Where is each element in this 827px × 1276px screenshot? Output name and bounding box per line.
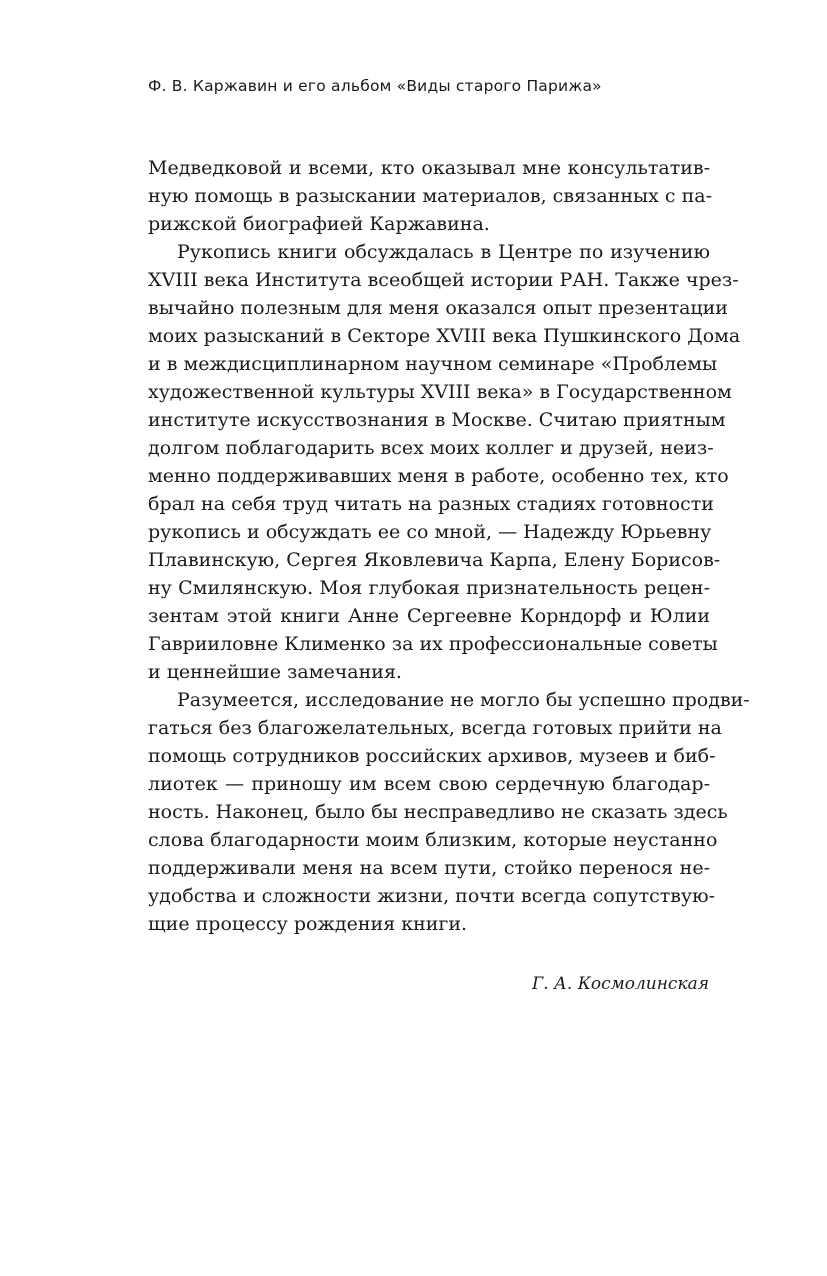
text-line: Разумеется, исследование не могло бы успешно продви- [177, 689, 750, 711]
body-text [148, 154, 750, 938]
text-line: XVIII века Института всеобщей истории РАН. Также чрез- [148, 269, 739, 291]
text-line: ную помощь в разыскании материалов, связанных с па- [148, 185, 712, 207]
text-line: художественной культуры XVIII века» в Государственном [148, 381, 732, 403]
text-line: долгом поблагодарить всех моих коллег и друзей, неиз- [148, 437, 714, 459]
text-line: ность. Наконец, было бы несправедливо не сказать здесь [148, 801, 728, 823]
text-line: Гаврииловне Клименко за их профессиональные советы [148, 633, 718, 655]
text-line: слова благодарности моим близким, которые неустанно [148, 829, 718, 851]
paragraph [148, 686, 750, 938]
text-line: и ценнейшие замечания. [148, 661, 402, 683]
paragraph [148, 154, 710, 238]
text-line: удобства и сложности жизни, почти всегда сопутствую- [148, 885, 716, 907]
text-line: лиотек — приношу им всем свою сердечную благодар- [148, 773, 710, 795]
text-line: Медведковой и всеми, кто оказывал мне консультатив- [148, 157, 710, 179]
text-line: менно поддерживавших меня в работе, особенно тех, кто [148, 465, 729, 487]
text-line: Рукопись книги обсуждалась в Центре по изучению [177, 241, 710, 263]
author-signature: Г. А. Космолинская [531, 974, 709, 994]
text-line: ну Смилянскую. Моя глубокая признательность рецен- [148, 577, 710, 599]
text-line: Плавинскую, Сергея Яковлевича Карпа, Елену Борисов- [148, 549, 721, 571]
text-line: брал на себя труд читать на разных стадиях готовности [148, 493, 714, 515]
paragraph [148, 238, 741, 686]
text-line: и в междисциплинарном научном семинаре «Проблемы [148, 353, 718, 375]
text-line: вычайно полезным для меня оказался опыт презентации [148, 297, 728, 319]
running-head: Ф. В. Каржавин и его альбом «Виды старого Парижа» [148, 77, 602, 95]
text-line: помощь сотрудников российских архивов, музеев и биб- [148, 745, 716, 767]
text-line: поддерживали меня на всем пути, стойко перенося не- [148, 857, 710, 879]
text-line: рижской биографией Каржавина. [148, 213, 490, 235]
text-line: щие процессу рождения книги. [148, 913, 468, 935]
text-line: моих разысканий в Секторе XVIII века Пушкинского Дома [148, 325, 741, 347]
text-line: институте искусствознания в Москве. Считаю приятным [148, 409, 726, 431]
text-line: зентам этой книги Анне Сергеевне Корндорф и Юлии [148, 605, 710, 627]
text-line: гаться без благожелательных, всегда готовых прийти на [148, 717, 722, 739]
text-line: рукопись и обсуждать ее со мной, — Надежду Юрьевну [148, 521, 712, 543]
